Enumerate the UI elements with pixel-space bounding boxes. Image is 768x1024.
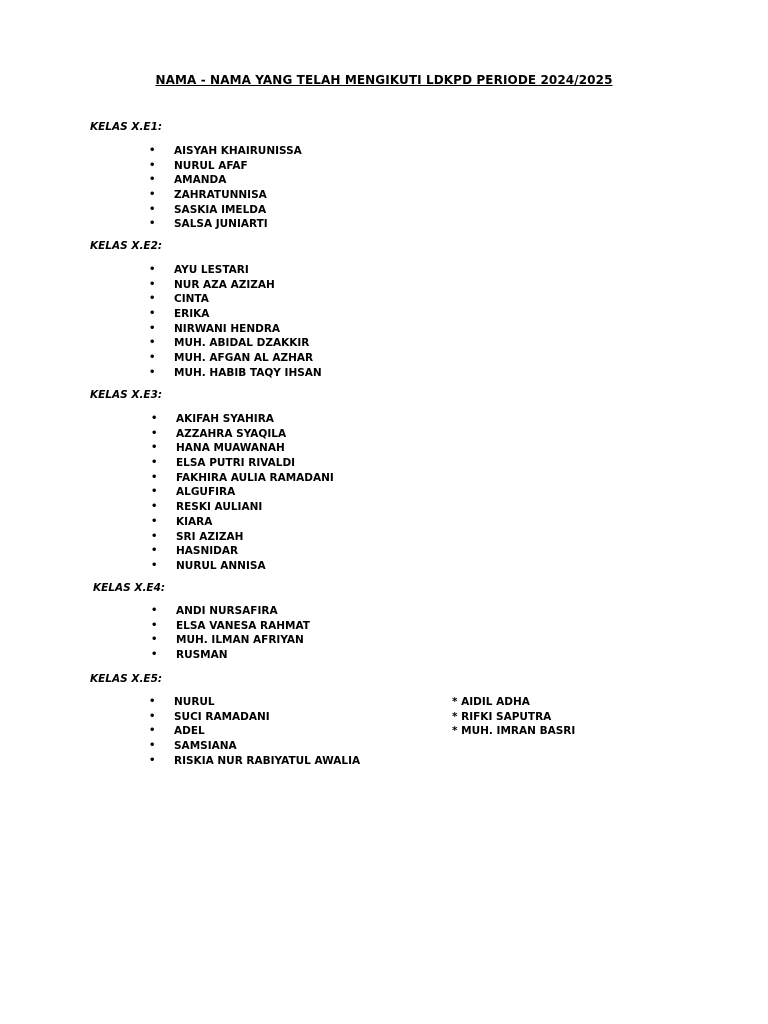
list-item: [149, 217, 302, 232]
student-name: * RIFKI SAPUTRA: [452, 710, 552, 723]
list-item: [149, 188, 302, 203]
list-item: [149, 173, 302, 188]
list-item: [149, 366, 322, 381]
student-name: NURUL AFAF: [174, 159, 248, 172]
bullet-icon: •: [151, 619, 158, 631]
list-item: [149, 739, 360, 754]
list-item: [151, 515, 334, 530]
bullet-icon: •: [149, 308, 156, 320]
list-item: [149, 203, 302, 218]
student-name: MUH. HABIB TAQY IHSAN: [174, 366, 322, 379]
student-name: * AIDIL ADHA: [452, 696, 530, 708]
student-name: ELSA VANESA RAHMAT: [176, 619, 310, 632]
list-item: [151, 604, 310, 619]
student-name: AISYAH KHAIRUNISSA: [174, 145, 302, 157]
bullet-icon: •: [149, 710, 156, 722]
list-item: [151, 619, 310, 634]
list-item: [151, 559, 334, 574]
student-name: AMANDA: [174, 174, 227, 187]
bullet-icon: •: [151, 471, 158, 483]
list-item-extra: [452, 695, 575, 710]
list-item: [151, 441, 334, 456]
section-heading-xe4: KELAS X.E4:: [93, 582, 166, 594]
list-item: [149, 144, 302, 159]
list-item: [149, 278, 322, 293]
bullet-icon: •: [149, 322, 156, 334]
student-name: AZZAHRA SYAQILA: [176, 427, 287, 440]
list-item: [149, 307, 322, 322]
section-heading-xe5: KELAS X.E5:: [90, 673, 163, 685]
bullet-icon: •: [149, 366, 156, 378]
student-name: ADEL: [174, 725, 205, 738]
bullet-icon: •: [151, 605, 158, 616]
bullet-icon: •: [149, 725, 156, 737]
list-item: [151, 544, 334, 559]
student-name: SUCI RAMADANI: [174, 710, 270, 723]
student-name: SALSA JUNIARTI: [174, 218, 268, 231]
student-name: KIARA: [176, 515, 213, 528]
bullet-icon: •: [149, 740, 156, 752]
list-item: [149, 336, 322, 351]
bullet-icon: •: [149, 754, 156, 766]
student-name: RUSMAN: [176, 649, 228, 662]
list-item: [149, 263, 322, 278]
list-item: [151, 471, 334, 486]
section-heading-xe3: KELAS X.E3:: [90, 389, 163, 401]
student-name: FAKHIRA AULIA RAMADANI: [176, 471, 334, 484]
student-name: SRI AZIZAH: [176, 530, 244, 543]
list-item: [149, 695, 360, 710]
list-item: [151, 427, 334, 442]
list-item: [149, 292, 322, 307]
bullet-icon: •: [151, 486, 158, 498]
list-item: [151, 530, 334, 545]
list-item: [151, 485, 334, 500]
bullet-icon: •: [151, 530, 158, 542]
name-list-xe5: [149, 695, 360, 768]
student-name: MUH. ILMAN AFRIYAN: [176, 634, 304, 647]
bullet-icon: •: [149, 337, 156, 349]
bullet-icon: •: [151, 427, 158, 439]
student-name: NURUL ANNISA: [176, 559, 266, 572]
section-heading-xe2: KELAS X.E2:: [90, 240, 163, 252]
bullet-icon: •: [151, 515, 158, 527]
page-title: NAMA - NAMA YANG TELAH MENGIKUTI LDKPD PERIODE 2024/2025: [155, 73, 613, 87]
student-name: SASKIA IMELDA: [174, 203, 267, 216]
student-name: ALGUFIRA: [176, 486, 236, 499]
bullet-icon: •: [149, 218, 156, 230]
student-name: ELSA PUTRI RIVALDI: [176, 457, 296, 470]
bullet-icon: •: [149, 145, 156, 156]
list-item: [151, 456, 334, 471]
list-item-extra: [452, 710, 575, 725]
student-name: ERIKA: [174, 308, 210, 321]
bullet-icon: •: [149, 174, 156, 186]
bullet-icon: •: [149, 264, 156, 275]
list-item: [149, 351, 322, 366]
name-list-xe5-extra: [452, 695, 575, 739]
name-list-xe3: [151, 412, 334, 574]
section-heading-xe1: KELAS X.E1:: [90, 121, 163, 133]
bullet-icon: •: [151, 457, 158, 469]
bullet-icon: •: [149, 159, 156, 171]
list-item: [149, 724, 360, 739]
bullet-icon: •: [151, 559, 158, 571]
list-item: [149, 754, 360, 769]
list-item: [149, 159, 302, 174]
student-name: NURUL: [174, 696, 215, 708]
bullet-icon: •: [149, 293, 156, 305]
list-item-extra: [452, 724, 575, 739]
bullet-icon: •: [151, 501, 158, 513]
student-name: NUR AZA AZIZAH: [174, 278, 275, 291]
student-name: MUH. ABIDAL DZAKKIR: [174, 337, 310, 350]
list-item: [151, 412, 334, 427]
list-item: [149, 322, 322, 337]
student-name: NIRWANI HENDRA: [174, 322, 281, 335]
student-name: HANA MUAWANAH: [176, 442, 285, 455]
name-list-xe1: [149, 144, 302, 232]
student-name: SAMSIANA: [174, 740, 237, 753]
bullet-icon: •: [149, 696, 156, 707]
student-name: AKIFAH SYAHIRA: [176, 413, 274, 425]
student-name: AYU LESTARI: [174, 264, 249, 276]
student-name: ANDI NURSAFIRA: [176, 605, 278, 617]
student-name: RESKI AULIANI: [176, 501, 263, 514]
name-list-xe2: [149, 263, 322, 381]
student-name: RISKIA NUR RABIYATUL AWALIA: [174, 754, 361, 767]
student-name: MUH. AFGAN AL AZHAR: [174, 352, 314, 365]
bullet-icon: •: [151, 634, 158, 646]
bullet-icon: •: [151, 442, 158, 454]
student-name: * MUH. IMRAN BASRI: [452, 725, 576, 738]
bullet-icon: •: [151, 413, 158, 424]
name-list-xe4: [151, 604, 310, 663]
bullet-icon: •: [149, 203, 156, 215]
student-name: HASNIDAR: [176, 545, 239, 558]
bullet-icon: •: [149, 189, 156, 201]
student-name: CINTA: [174, 293, 209, 306]
bullet-icon: •: [149, 352, 156, 364]
list-item: [151, 648, 310, 663]
bullet-icon: •: [149, 278, 156, 290]
list-item: [151, 500, 334, 515]
bullet-icon: •: [151, 545, 158, 557]
bullet-icon: •: [151, 649, 158, 661]
student-name: ZAHRATUNNISA: [174, 189, 267, 202]
list-item: [151, 633, 310, 648]
list-item: [149, 710, 360, 725]
